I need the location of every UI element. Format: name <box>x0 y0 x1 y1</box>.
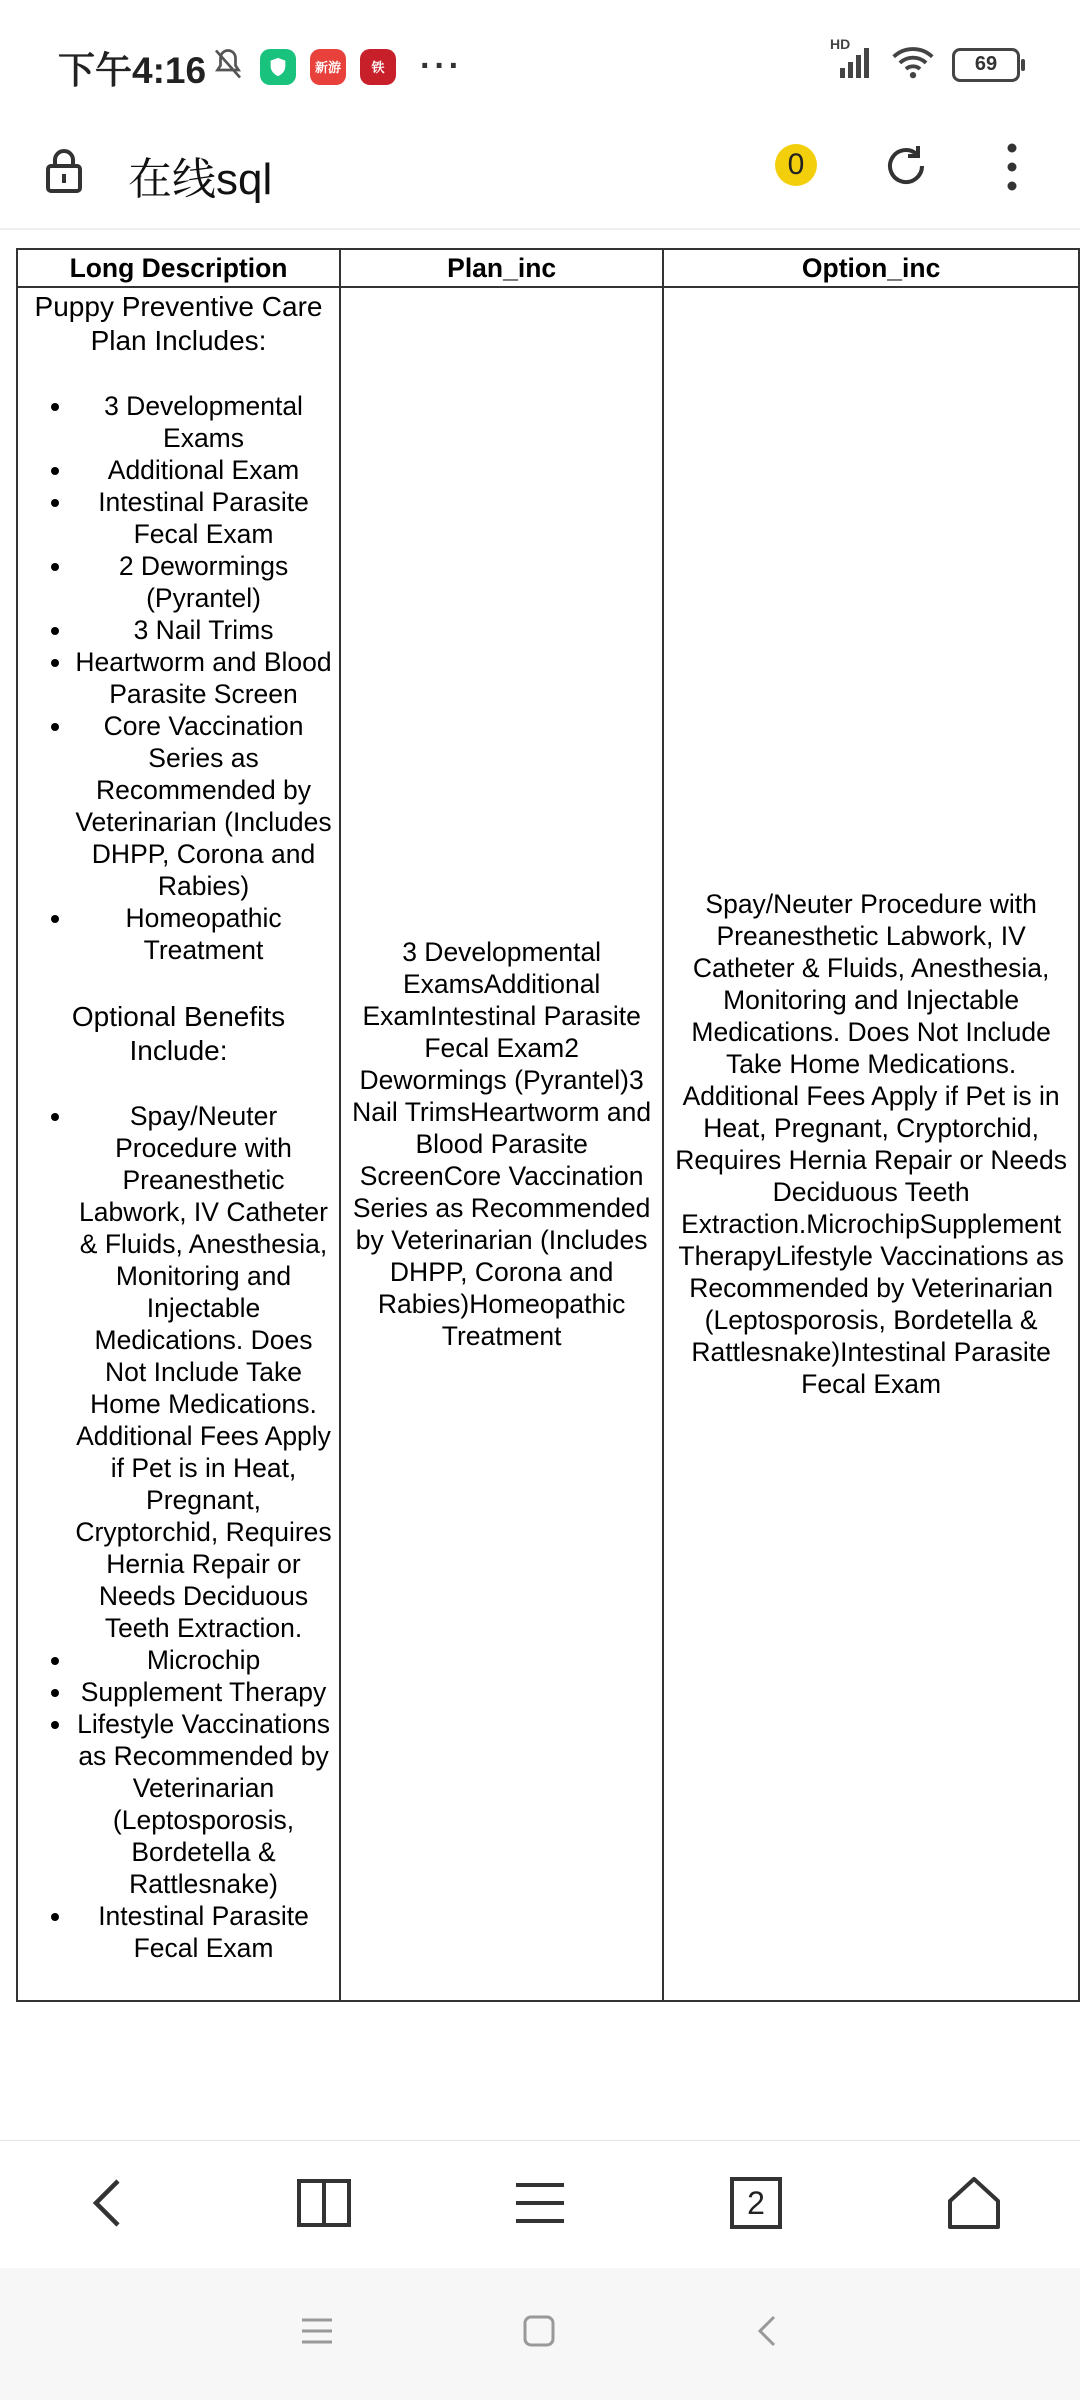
shield-app-icon <box>260 49 296 85</box>
plan-items-list <box>24 390 333 966</box>
more-notifications-icon: ··· <box>420 47 463 85</box>
back-icon[interactable] <box>88 2173 128 2238</box>
list-item: • Additional Exam <box>74 454 333 486</box>
optional-intro: Optional Benefits Include: <box>71 1001 286 1066</box>
more-vertical-icon[interactable] <box>1000 142 1024 197</box>
tabs-icon[interactable]: 2 <box>730 2177 782 2229</box>
toolbar-divider <box>0 228 1080 230</box>
cell-plan-inc: 3 Developmental ExamsAdditional ExamIntestinal Parasite Fecal Exam2 Dewormings (Pyrantel)3 Nail TrimsHeartworm and Blood Parasite ScreenCore Vaccination Series as Recommended by Veterinarian (Includes DHPP, Corona and Rabies)Homeopathic Treatment <box>340 287 663 2001</box>
list-item: • Core Vaccination Series as Recommended by Veterinarian (Includes DHPP, Corona and Rabies) <box>74 710 333 902</box>
plan-intro: Puppy Preventive Care Plan Includes: <box>34 291 323 356</box>
optional-items-list <box>24 1100 333 1964</box>
cell-long-description <box>17 287 340 2001</box>
status-icons-left <box>210 46 463 87</box>
cell-option-inc: Spay/Neuter Procedure with Preanesthetic Labwork, IV Catheter & Fluids, Anesthesia, Monitoring and Injectable Medications. Does Not Include Take Home Medications. Additional Fees Apply if Pet is in Heat, Pregnant, Cryptorchid, Requires Hernia Repair or Needs Deciduous Teeth Extraction.MicrochipSupplement TherapyLifestyle Vaccinations as Recommended by Veterinarian (Leptosporosis, Bordetella & Rattlesnake)Intestinal Parasite Fecal Exam <box>663 287 1079 2001</box>
system-back-icon[interactable] <box>752 2314 782 2353</box>
list-item: • 2 Dewormings (Pyrantel) <box>74 550 333 614</box>
page-title[interactable]: 在线sql <box>128 155 273 204</box>
network-label: HD <box>830 36 851 52</box>
browser-bottom-nav <box>0 2140 1080 2269</box>
data-table <box>16 248 1080 2002</box>
status-bar <box>0 0 1080 130</box>
battery-icon: 69 <box>952 48 1020 82</box>
rail-app-icon: 铁 <box>360 49 396 85</box>
table-header-row <box>17 249 1079 287</box>
table-row <box>17 287 1079 2001</box>
home-icon[interactable] <box>944 2173 1004 2238</box>
web-content[interactable] <box>0 232 1080 2140</box>
count-badge[interactable]: 0 <box>775 144 817 186</box>
refresh-icon[interactable] <box>882 142 930 195</box>
header-plan-inc: Plan_inc <box>340 249 663 287</box>
recents-icon[interactable] <box>300 2314 334 2353</box>
status-icons-right <box>830 36 1020 85</box>
menu-icon[interactable] <box>512 2173 568 2238</box>
list-item: • Intestinal Parasite Fecal Exam <box>74 1900 333 1964</box>
browser-toolbar <box>0 130 1080 230</box>
status-time: 下午4:16 <box>58 50 207 91</box>
list-item: • Intestinal Parasite Fecal Exam <box>74 486 333 550</box>
list-item: • 3 Nail Trims <box>74 614 333 646</box>
list-item: • 3 Developmental Exams <box>74 390 333 454</box>
list-item: • Microchip <box>74 1644 333 1676</box>
system-nav-bar <box>0 2268 1080 2400</box>
header-option-inc: Option_inc <box>663 249 1079 287</box>
bookmarks-icon[interactable] <box>296 2173 352 2238</box>
list-item: • Heartworm and Blood Parasite Screen <box>74 646 333 710</box>
list-item: • Homeopathic Treatment <box>74 902 333 966</box>
lock-icon[interactable] <box>44 148 84 199</box>
wifi-icon <box>892 44 934 85</box>
list-item: • Supplement Therapy <box>74 1676 333 1708</box>
mute-icon <box>210 46 246 87</box>
home-circle-icon[interactable] <box>522 2314 556 2353</box>
list-item: • Spay/Neuter Procedure with Preanesthetic Labwork, IV Catheter & Fluids, Anesthesia, Monitoring and Injectable Medications. Does Not Include Take Home Medications. Additional Fees Apply if Pet is in Heat, Pregnant, Cryptorchid, Requires Hernia Repair or Needs Deciduous Teeth Extraction. <box>74 1100 333 1644</box>
signal-icon <box>830 36 874 85</box>
list-item: • Lifestyle Vaccinations as Recommended by Veterinarian (Leptosporosis, Bordetella & Rattlesnake) <box>74 1708 333 1900</box>
header-long-description: Long Description <box>17 249 340 287</box>
news-app-icon: 新游 <box>310 49 346 85</box>
